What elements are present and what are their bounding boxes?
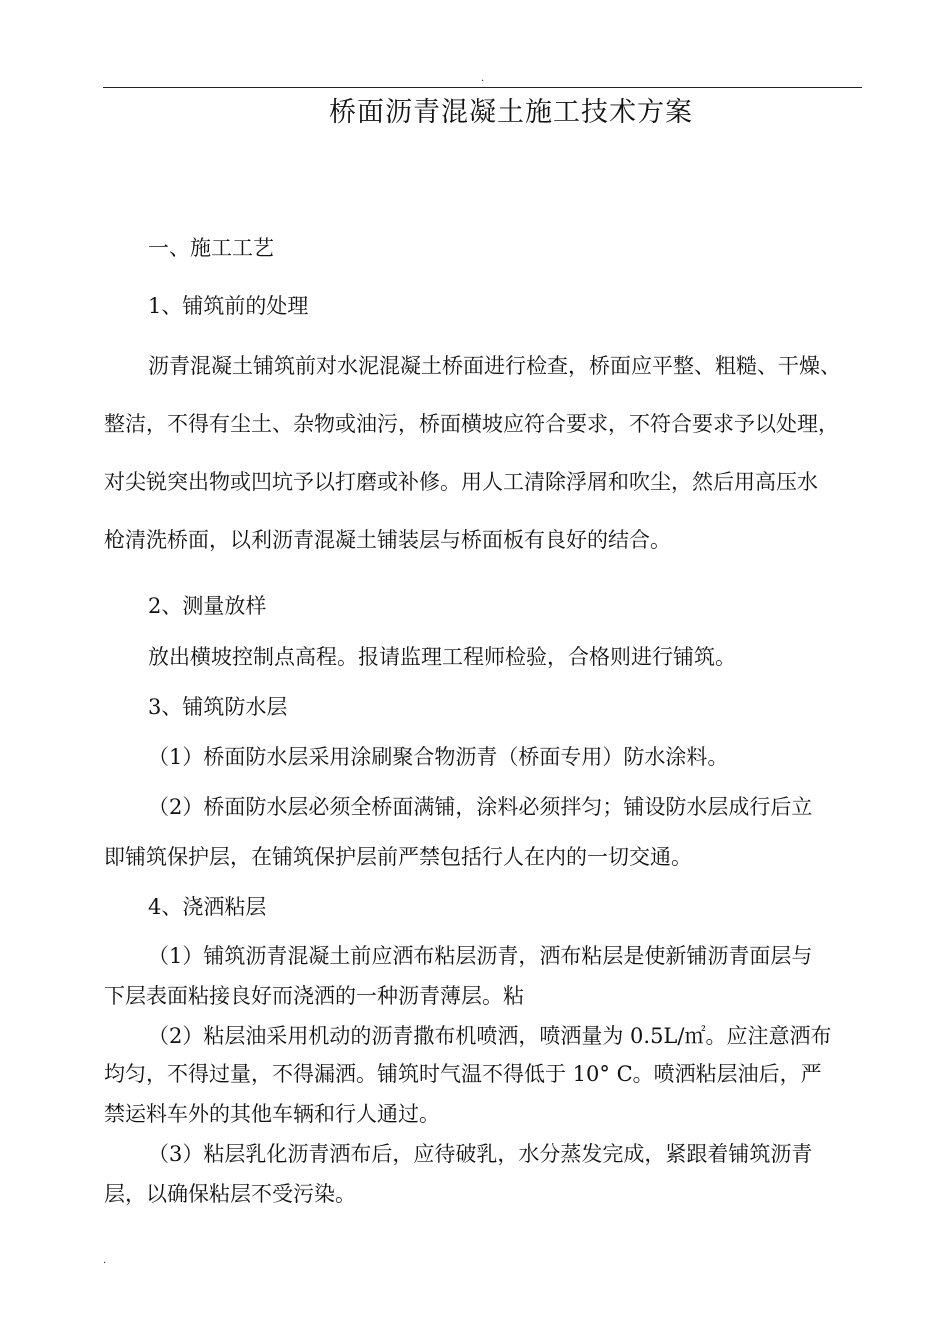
subsection-heading-1: 1、铺筑前的处理 bbox=[148, 294, 309, 318]
paragraph-line: （2）桥面防水层必须全桥面满铺，涂料必须拌匀；铺设防水层成行后立 bbox=[148, 795, 813, 819]
footer-mark: . bbox=[103, 1255, 107, 1266]
subsection-heading-4: 4、浇洒粘层 bbox=[148, 895, 267, 919]
section-heading-1: 一、施工工艺 bbox=[148, 236, 274, 260]
paragraph-line: （2）粘层油采用机动的沥青撒布机喷洒，喷洒量为 0.5L/㎡。应注意洒布 bbox=[148, 1024, 832, 1048]
header-mark: . bbox=[481, 73, 485, 84]
paragraph-line: 对尖锐突出物或凹坑予以打磨或补修。用人工清除浮屑和吹尘，然后用高压水 bbox=[104, 470, 818, 494]
paragraph-line: 整洁，不得有尘土、杂物或油污，桥面横坡应符合要求，不符合要求予以处理， bbox=[104, 412, 839, 436]
subsection-heading-2: 2、测量放样 bbox=[148, 594, 267, 618]
paragraph-line: （3）粘层乳化沥青洒布后，应待破乳，水分蒸发完成，紧跟着铺筑沥青 bbox=[148, 1142, 813, 1166]
header-rule bbox=[103, 87, 862, 88]
document-title: 桥面沥青混凝土施工技术方案 bbox=[329, 97, 693, 128]
subsection-heading-3: 3、铺筑防水层 bbox=[148, 695, 288, 719]
paragraph-line: （1）桥面防水层采用涂刷聚合物沥青（桥面专用）防水涂料。 bbox=[148, 745, 729, 769]
paragraph-line: 下层表面粘接良好而浇洒的一种沥青薄层。粘 bbox=[104, 984, 524, 1008]
paragraph-line: （1）铺筑沥青混凝土前应洒布粘层沥青，洒布粘层是使新铺沥青面层与 bbox=[148, 944, 813, 968]
paragraph-line: 枪清洗桥面，以利沥青混凝土铺装层与桥面板有良好的结合。 bbox=[104, 528, 671, 552]
paragraph-line: 即铺筑保护层，在铺筑保护层前严禁包括行人在内的一切交通。 bbox=[104, 845, 692, 869]
paragraph-line: 沥青混凝土铺筑前对水泥混凝土桥面进行检查，桥面应平整、粗糙、干燥、 bbox=[148, 354, 841, 378]
paragraph-line: 禁运料车外的其他车辆和行人通过。 bbox=[104, 1102, 440, 1126]
paragraph-line: 层，以确保粘层不受污染。 bbox=[104, 1182, 356, 1206]
paragraph-line: 放出横坡控制点高程。报请监理工程师检验，合格则进行铺筑。 bbox=[148, 645, 736, 669]
paragraph-line: 均匀，不得过量，不得漏洒。铺筑时气温不得低于 10° C。喷洒粘层油后，严 bbox=[104, 1062, 822, 1086]
